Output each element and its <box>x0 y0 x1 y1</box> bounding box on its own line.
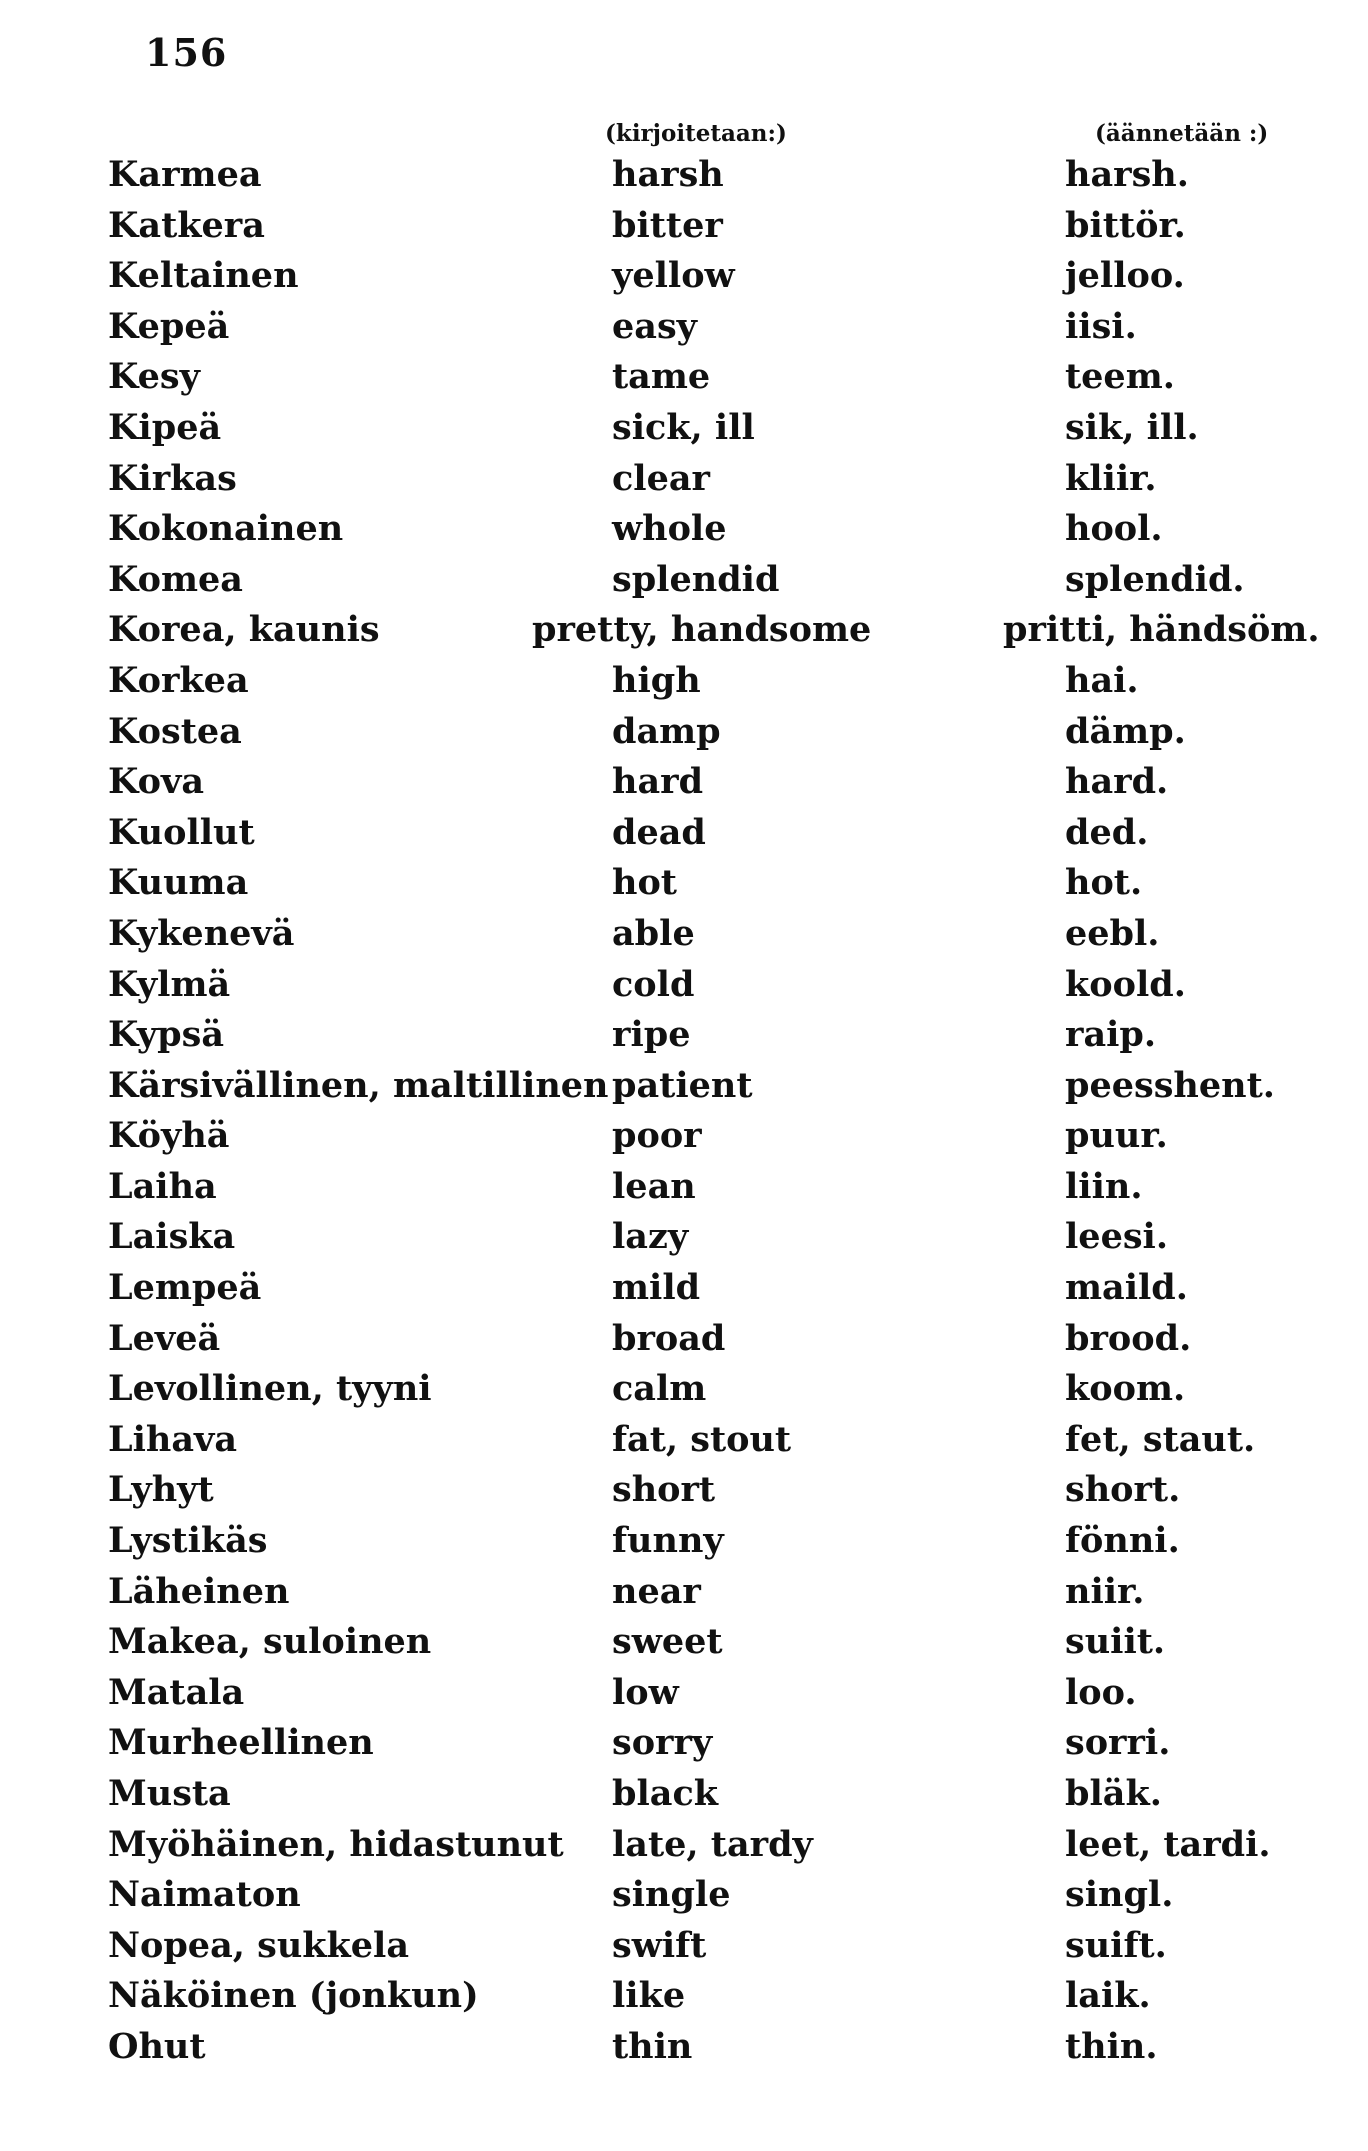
pronunciation: eebl. <box>1065 912 1160 954</box>
finnish-word: Kuuma <box>108 862 249 904</box>
pronunciation: short. <box>1065 1469 1181 1511</box>
table-row <box>0 707 1368 758</box>
finnish-word: Matala <box>108 1671 245 1713</box>
pronunciation: pritti, händsöm. <box>1003 609 1320 651</box>
pronunciation: koom. <box>1065 1368 1186 1410</box>
table-row <box>0 1465 1368 1516</box>
pronunciation: singl. <box>1065 1874 1174 1916</box>
finnish-word: Leveä <box>108 1317 221 1359</box>
table-row <box>0 201 1368 252</box>
table-row <box>0 150 1368 201</box>
finnish-word: Kärsivällinen, maltillinen <box>108 1064 609 1106</box>
english-word: clear <box>612 457 710 499</box>
pronunciation: sik, ill. <box>1065 406 1199 448</box>
table-row <box>0 352 1368 403</box>
finnish-word: Kypsä <box>108 1014 225 1056</box>
table-row <box>0 909 1368 960</box>
english-word: bitter <box>612 204 723 246</box>
finnish-word: Ohut <box>108 2025 206 2067</box>
english-word: hot <box>612 862 677 904</box>
english-word: single <box>612 1874 731 1916</box>
table-row <box>0 960 1368 1011</box>
english-word: harsh <box>612 154 724 195</box>
english-word: easy <box>612 305 697 347</box>
pronunciation: bittör. <box>1065 204 1186 246</box>
finnish-word: Kostea <box>108 710 242 752</box>
table-row <box>0 1769 1368 1820</box>
table-row <box>0 605 1368 656</box>
finnish-word: Kykenevä <box>108 912 295 954</box>
pronunciation: laik. <box>1065 1975 1151 2017</box>
finnish-word: Lystikäs <box>108 1520 268 1562</box>
table-row <box>0 1971 1368 2022</box>
finnish-word: Kylmä <box>108 963 231 1005</box>
finnish-word: Keltainen <box>108 255 299 297</box>
pronunciation: leesi. <box>1065 1216 1169 1258</box>
finnish-word: Naimaton <box>108 1874 301 1916</box>
finnish-word: Näköinen (jonkun) <box>108 1975 479 2017</box>
finnish-word: Korkea <box>108 659 249 701</box>
pronunciation: koold. <box>1065 963 1186 1005</box>
english-word: funny <box>612 1520 724 1562</box>
pronunciation: suift. <box>1065 1924 1167 1966</box>
finnish-word: Kirkas <box>108 457 237 499</box>
table-row <box>0 1617 1368 1668</box>
english-word: broad <box>612 1317 726 1359</box>
table-row <box>0 757 1368 808</box>
page-number: 156 <box>145 30 228 75</box>
pronunciation: ded. <box>1065 811 1149 853</box>
pronunciation: teem. <box>1065 356 1175 398</box>
table-row <box>0 302 1368 353</box>
finnish-word: Kokonainen <box>108 508 344 550</box>
english-word: damp <box>612 710 721 752</box>
table-row <box>0 1870 1368 1921</box>
pronunciation: hard. <box>1065 761 1169 803</box>
table-row <box>0 1921 1368 1972</box>
english-word: poor <box>612 1115 702 1157</box>
pronunciation: dämp. <box>1065 710 1186 752</box>
finnish-word: Katkera <box>108 204 265 246</box>
table-row <box>0 808 1368 859</box>
pronunciation: liin. <box>1065 1165 1143 1207</box>
pronunciation: raip. <box>1065 1014 1157 1056</box>
table-row <box>0 1820 1368 1871</box>
table-row <box>0 1415 1368 1466</box>
english-word: low <box>612 1671 679 1713</box>
english-word: thin <box>612 2025 693 2067</box>
english-word: like <box>612 1975 686 2017</box>
finnish-word: Musta <box>108 1773 231 1814</box>
pronunciation: sorri. <box>1065 1722 1171 1764</box>
table-row <box>0 1314 1368 1365</box>
table-row <box>0 1212 1368 1263</box>
finnish-word: Kepeä <box>108 305 230 347</box>
finnish-word: Kipeä <box>108 406 222 448</box>
finnish-word: Korea, kaunis <box>108 609 380 651</box>
pronunciation: splendid. <box>1065 558 1245 600</box>
table-row <box>0 1364 1368 1415</box>
finnish-word: Kesy <box>108 356 200 398</box>
header-spoken: (äännetään :) <box>1095 120 1269 147</box>
finnish-word: Lempeä <box>108 1267 262 1309</box>
finnish-word: Karmea <box>108 154 262 195</box>
pronunciation: thin. <box>1065 2025 1158 2067</box>
english-word: sick, ill <box>612 406 755 448</box>
table-row <box>0 2022 1368 2073</box>
english-word: fat, stout <box>612 1418 792 1460</box>
finnish-word: Komea <box>108 558 243 600</box>
pronunciation: fönni. <box>1065 1520 1180 1562</box>
table-row <box>0 1111 1368 1162</box>
table-row <box>0 454 1368 505</box>
finnish-word: Makea, suloinen <box>108 1621 432 1663</box>
english-word: lean <box>612 1165 696 1207</box>
english-word: patient <box>612 1064 753 1106</box>
english-word: near <box>612 1570 701 1612</box>
finnish-word: Kuollut <box>108 811 255 853</box>
pronunciation: bläk. <box>1065 1773 1162 1814</box>
english-word: swift <box>612 1924 707 1966</box>
english-word: yellow <box>612 255 735 297</box>
finnish-word: Laiha <box>108 1165 217 1207</box>
pronunciation: harsh. <box>1065 154 1189 195</box>
english-word: high <box>612 659 701 701</box>
table-row <box>0 1668 1368 1719</box>
table-row <box>0 1718 1368 1769</box>
finnish-word: Köyhä <box>108 1115 230 1157</box>
english-word: able <box>612 912 695 954</box>
english-word: whole <box>612 508 727 550</box>
english-word: late, tardy <box>612 1823 813 1865</box>
english-word: cold <box>612 963 695 1005</box>
finnish-word: Laiska <box>108 1216 236 1258</box>
english-word: dead <box>612 811 706 853</box>
table-row <box>0 1567 1368 1618</box>
english-word: black <box>612 1773 719 1814</box>
english-word: sweet <box>612 1621 723 1663</box>
pronunciation: kliir. <box>1065 457 1157 499</box>
pronunciation: leet, tardi. <box>1065 1823 1271 1865</box>
english-word: sorry <box>612 1722 713 1764</box>
pronunciation: brood. <box>1065 1317 1192 1359</box>
pronunciation: iisi. <box>1065 305 1137 347</box>
table-row <box>0 1162 1368 1213</box>
english-word: ripe <box>612 1014 691 1056</box>
table-row <box>0 1516 1368 1567</box>
english-word: calm <box>612 1368 707 1410</box>
pronunciation: maild. <box>1065 1267 1188 1309</box>
finnish-word: Kova <box>108 761 205 803</box>
pronunciation: fet, staut. <box>1065 1418 1256 1460</box>
finnish-word: Nopea, sukkela <box>108 1924 410 1966</box>
finnish-word: Murheellinen <box>108 1722 374 1764</box>
finnish-word: Läheinen <box>108 1570 290 1612</box>
table-row <box>0 656 1368 707</box>
table-row <box>0 1061 1368 1112</box>
pronunciation: hool. <box>1065 508 1163 550</box>
english-word: lazy <box>612 1216 689 1258</box>
pronunciation: peesshent. <box>1065 1064 1275 1106</box>
finnish-word: Lihava <box>108 1418 238 1460</box>
table-row <box>0 858 1368 909</box>
english-word: splendid <box>612 558 780 600</box>
table-row <box>0 403 1368 454</box>
table-row <box>0 1010 1368 1061</box>
pronunciation: hai. <box>1065 659 1139 701</box>
finnish-word: Lyhyt <box>108 1469 214 1511</box>
english-word: pretty, handsome <box>532 609 872 651</box>
table-row <box>0 251 1368 302</box>
pronunciation: loo. <box>1065 1671 1137 1713</box>
english-word: mild <box>612 1267 701 1309</box>
pronunciation: niir. <box>1065 1570 1145 1612</box>
header-written: (kirjoitetaan:) <box>605 120 787 147</box>
pronunciation: hot. <box>1065 862 1143 904</box>
english-word: short <box>612 1469 716 1511</box>
word-list <box>0 150 1368 2073</box>
pronunciation: jelloo. <box>1065 255 1185 297</box>
finnish-word: Levollinen, tyyni <box>108 1368 432 1410</box>
table-row <box>0 1263 1368 1314</box>
table-row <box>0 555 1368 606</box>
english-word: hard <box>612 761 704 803</box>
table-row <box>0 504 1368 555</box>
finnish-word: Myöhäinen, hidastunut <box>108 1823 564 1865</box>
pronunciation: suiit. <box>1065 1621 1166 1663</box>
english-word: tame <box>612 356 711 398</box>
pronunciation: puur. <box>1065 1115 1168 1157</box>
